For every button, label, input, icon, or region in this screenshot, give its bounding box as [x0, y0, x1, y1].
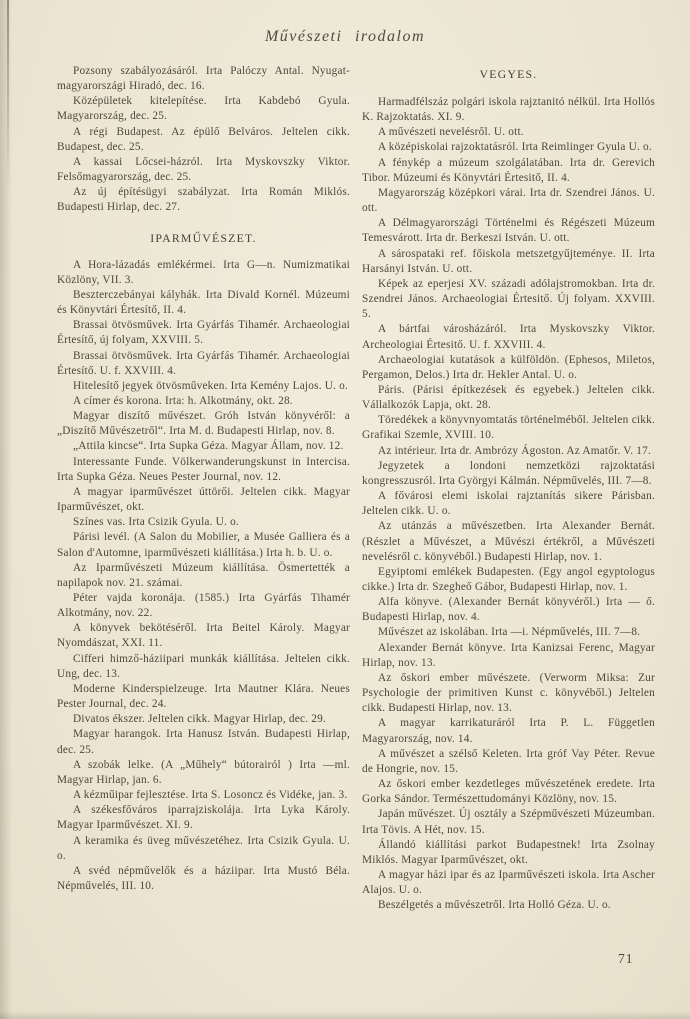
bibliography-entry: „Attila kincse“. Irta Supka Géza. Magyar Állam, nov. 12. [73, 440, 344, 453]
bibliography-entry: Alexander Bernát könyve. Irta Kanizsai Ferenc, Magyar Hirlap, nov. 13. [362, 641, 655, 669]
bibliography-entry: A székesfőváros iparrajziskolája. Irta Lyka Károly. Magyar Iparművészet. XI. 9. [57, 804, 350, 832]
page-title: Művészeti irodalom [264, 28, 426, 45]
bibliography-entry: A kézműipar fejlesztése. Irta S. Losoncz és Vidéke, jan. 3. [73, 789, 348, 802]
bibliography-entry: Töredékek a könyvnyomtatás történelméből. Jeltelen cikk. Grafikai Szemle, XVIII. 10. [362, 414, 655, 442]
bibliography-entry: Egyiptomi emlékek Budapesten. (Egy angol egyptologus cikke.) Irta dr. Szegheő Gábor, Budapesti Hirlap, nov. 1. [362, 565, 655, 593]
bibliography-entry: A fővárosi elemi iskolai rajztanítás sikere Párisban. Jeltelen cikk. U. o. [362, 490, 655, 518]
bibliography-entry: A Hora-lázadás emlékérmei. Irta G—n. Numizmatikai Közlöny, VII. 3. [57, 258, 350, 286]
bibliography-entry: Beszélgetés a művészetről. Irta Holló Géza. U. o. [378, 899, 611, 912]
bibliography-entry: A magyar karrikaturáról Irta P. L. Független Magyarország, nov. 14. [362, 717, 655, 745]
bibliography-entry: Japán művészet. Új osztály a Szépművészeti Múzeumban. Irta Tövis. A Hét, nov. 15. [362, 808, 655, 836]
bibliography-entry: Az új építésügyi szabályzat. Irta Román Miklós. Budapesti Hirlap, dec. 27. [57, 186, 350, 214]
bibliography-entry: A magyar házi ipar és az Iparművészeti iskola. Irta Ascher Alajos. U. o. [362, 868, 655, 897]
bibliography-entry: Az Iparművészeti Múzeum kiállítása. Ösmertették a napilapok nov. 21. számai. [57, 561, 350, 589]
bibliography-entry: A Délmagyarországi Történelmi és Régészeti Múzeum Temesvárott. Irta dr. Berkeszi István. U. ott. [362, 217, 655, 245]
bibliography-entry: A középiskolai rajzoktatásról. Irta Reimlinger Gyula U. o. [378, 141, 652, 154]
bibliography-entry: Beszterczebányai kályhák. Irta Divald Kornél. Múzeumi és Könyvtári Értesítő, II. 4. [57, 288, 350, 317]
bibliography-entry: A könyvek bekötéséről. Irta Beitel Károly. Magyar Nyomdászat, XXI. 11. [57, 622, 350, 650]
bibliography-entry: A kassai Lőcsei-házról. Irta Myskovszky Viktor. Felsőmagyarország, dec. 25. [57, 155, 350, 184]
bibliography-entry: Művészet az iskolában. Irta —i. Népművelés, III. 7—8. [378, 626, 641, 639]
bibliography-entry: Interessante Funde. Völkerwanderungskunst in Intercisa. Irta Supka Géza. Neues Pester Journal, nov. 12. [57, 455, 350, 483]
bibliography-entry: A szobák lelke. (A „Műhely“ bútorairól ) Irta —ml. Magyar Hirlap, jan. 6. [57, 758, 350, 786]
bibliography-entry: Hitelesítő jegyek ötvösműveken. Irta Kemény Lajos. U. o. [73, 379, 349, 392]
bibliography-entry: Brassai ötvösművek. Irta Gyárfás Tihamér. Archaeologiai Értesítő. U. f. XXVIII. 4. [57, 349, 350, 377]
right-column [362, 64, 655, 913]
bibliography-entry: Állandó kiállítási parkot Budapestnek! Irta Zsolnay Miklós. Magyar Iparművészet, okt. [362, 838, 655, 866]
bibliography-entry: Képek az eperjesi XV. századi adólajstromokban. Irta dr. Szendrei János. Archaeologiai Értesitő. Új folyam. XXVIII. 5. [362, 277, 655, 321]
bibliography-entry: A régi Budapest. Az épülő Belváros. Jeltelen cikk. Budapest, dec. 25. [57, 125, 350, 153]
bibliography-entry: A sárospataki ref. főiskola metszetgyűjteménye. II. Irta Harsányi István. U. ott. [362, 247, 655, 275]
bibliography-entry: Az intérieur. Irta dr. Ambrózy Ágoston. Az Amatőr. V. 17. [378, 444, 651, 457]
bibliography-entry: Színes vas. Irta Csizik Gyula. U. o. [73, 516, 239, 529]
bibliography-entry: Magyarország középkori várai. Irta dr. Szendrei János. U. ott. [362, 186, 655, 215]
page-left-edge-shade [0, 0, 12, 1019]
bibliography-entry: Archaeologiai kutatások a külföldön. (Ephesos, Miletos, Pergamon, Delos.) Irta dr. Hekler Antal. U. o. [362, 353, 655, 381]
page-number: 71 [618, 951, 634, 966]
bibliography-entry: Pozsony szabályozásáról. Irta Palóczy Antal. Nyugat-magyarországi Hiradó, dec. 16. [57, 65, 350, 93]
left-column [57, 64, 350, 894]
bibliography-entry: A címer és korona. Irta: h. Alkotmány, okt. 28. [73, 394, 293, 407]
bibliography-entry: Az őskori ember művészete. (Verworm Miksa: Zur Psychologie der primitiven Kunst c. könyvéből.) Jeltelen cikk. Budapesti Hirlap, nov. 13. [362, 671, 655, 715]
bibliography-entry: A fénykép a múzeum szolgálatában. Irta dr. Gerevich Tibor. Múzeumi és Könyvtári Értesitő, II. 4. [362, 156, 655, 184]
bibliography-entry: Brassai ötvösművek. Irta Gyárfás Tihamér. Archaeologiai Értesítő, új folyam, XXVIII. 5. [57, 319, 350, 347]
bibliography-entry: A bártfai városházáról. Irta Myskovszky Viktor. Archeologiai Értesitő. U. f. XXVIII. 4. [362, 323, 655, 351]
bibliography-entry: Az őskori ember kezdetleges művészetének eredete. Irta Gorka Sándor. Természettudományi Közlöny, nov. 15. [362, 778, 655, 806]
section-header-vegyes: VEGYES. [479, 67, 538, 81]
bibliography-entry: A magyar iparművészet úttörői. Jeltelen cikk. Magyar Iparművészet, okt. [57, 485, 350, 514]
bibliography-entry: Magyar diszítő művészet. Gróh István könyvéről: a „Diszítő Művészetről“. Irta M. d. Budapesti Hirlap, nov. 8. [57, 410, 350, 438]
bibliography-entry: Az utánzás a művészetben. Irta Alexander Bernát. (Részlet a Művészet, a Művészi értékről, a Művészeti nevelésről c. könyvéből.) Budapesti Hirlap, nov. 1. [362, 520, 655, 563]
bibliography-entry: Párisi levél. (A Salon du Mobilier, a Musée Galliera és a Salon d'Automne, iparművészeti kiállítása.) Irta h. b. U. o. [57, 531, 350, 559]
bibliography-entry: Magyar harangok. Irta Hanusz István. Budapesti Hirlap, dec. 25. [57, 728, 350, 756]
left-column-top-entries [57, 64, 350, 216]
bibliography-entry: A művészet a szélső Keleten. Irta gróf Vay Péter. Revue de Hongrie, nov. 15. [362, 747, 655, 775]
right-column-entries [362, 95, 655, 913]
bibliography-entry: Divatos ékszer. Jeltelen cikk. Magyar Hirlap, dec. 29. [73, 713, 326, 726]
bibliography-entry: Péter vajda koronája. (1585.) Irta Gyárfás Tihamér Alkotmány, nov. 22. [57, 592, 350, 620]
bibliography-entry: A svéd népművelők és a háziipar. Irta Mustó Béla. Népművelés, III. 10. [57, 864, 350, 892]
bibliography-entry: A művészeti nevelésről. U. ott. [378, 126, 524, 139]
bibliography-entry: Középületek kitelepítése. Irta Kabdebó Gyula. Magyarország, dec. 25. [57, 95, 350, 123]
bibliography-entry: Jegyzetek a londoni nemzetközi rajzoktatási kongresszusról. Irta Györgyi Kálmán. Népművelés, III. 7—8. [362, 459, 655, 487]
bibliography-entry: Harmadfélszáz polgári iskola rajztanitó nélkül. Irta Hollós K. Rajzoktatás. XI. 9. [362, 96, 655, 124]
bibliography-entry: Páris. (Párisi építkezések és egyebek.) Jeltelen cikk. Vállalkozók Lapja, okt. 28. [362, 383, 655, 412]
bibliography-entry: Cifferi himző-háziipari munkák kiállítása. Jeltelen cikk. Ung, dec. 13. [57, 652, 350, 680]
page-bottom-shade [0, 1011, 690, 1019]
bibliography-entry: A keramika és üveg művészetéhez. Irta Csizik Gyula. U. o. [57, 834, 350, 862]
left-column-entries [57, 258, 350, 895]
bibliography-entry: Moderne Kinderspielzeuge. Irta Mautner Klára. Neues Pester Journal, dec. 24. [57, 682, 350, 711]
section-header-iparmuveszet: IPARMŰVÉSZET. [150, 230, 257, 245]
bibliography-entry: Alfa könyve. (Alexander Bernát könyvéről.) Irta — ő. Budapesti Hirlap, nov. 4. [362, 596, 655, 624]
